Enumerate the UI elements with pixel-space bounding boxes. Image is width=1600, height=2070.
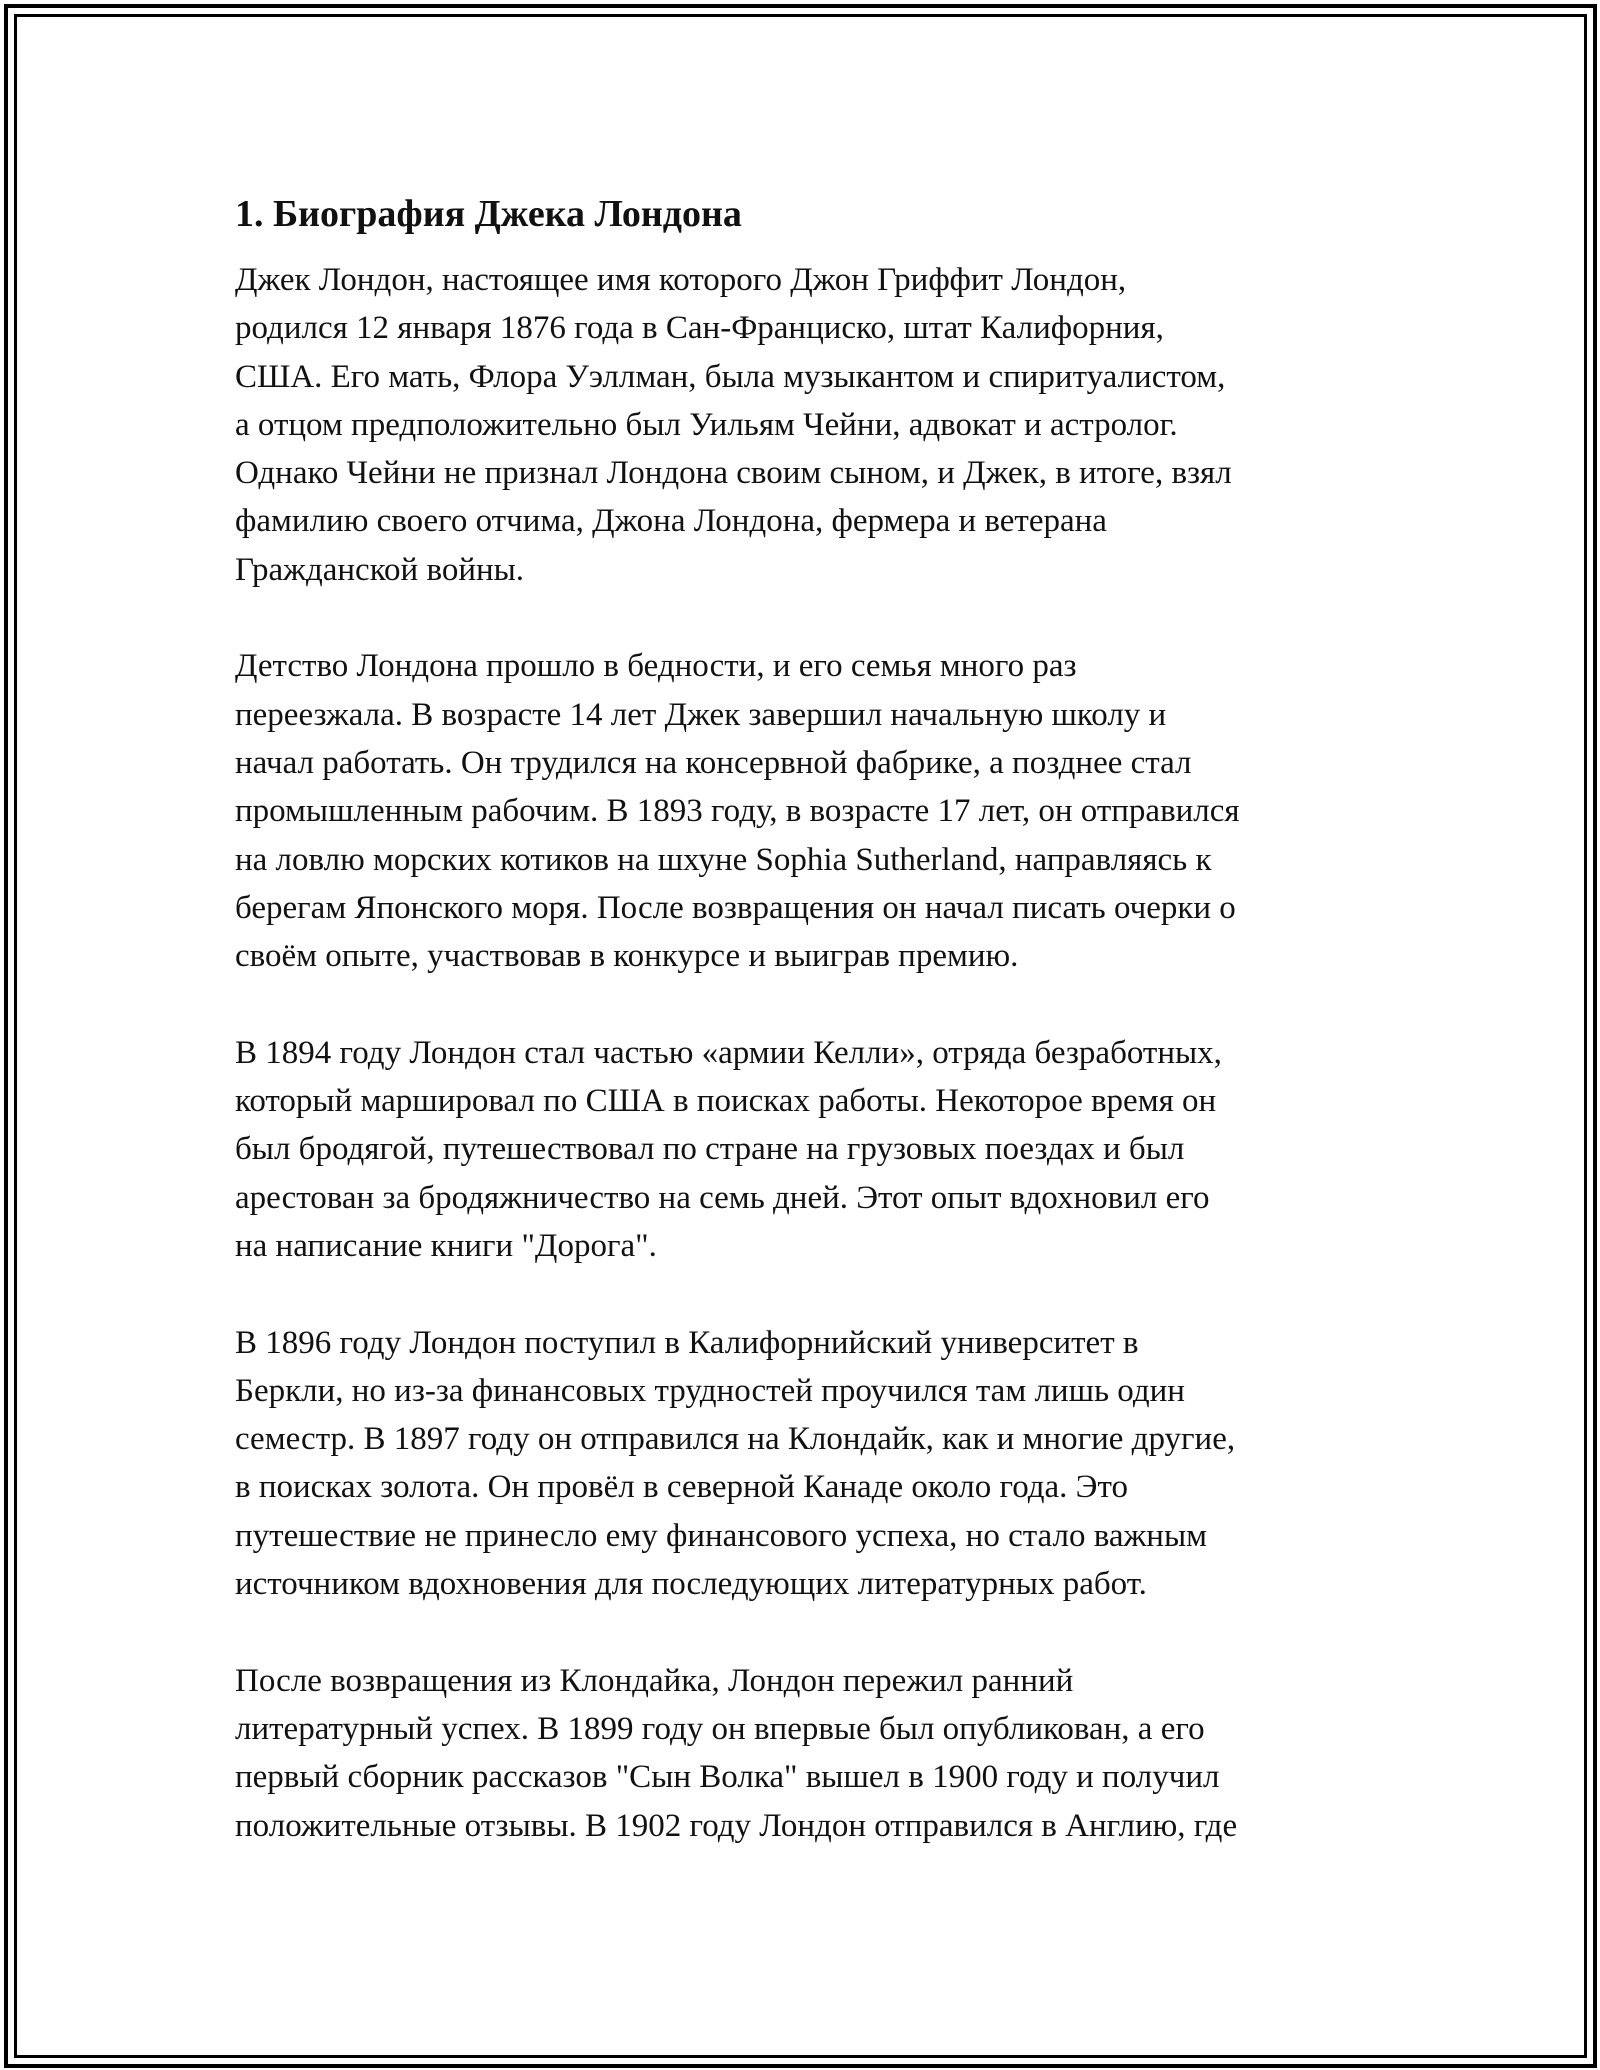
paragraph-3: В 1894 году Лондон стал частью «армии Келли», отряда безработных, который маршировал по США в поисках работы. Некоторое время он был бродягой, путешествовал по стране на грузовых поездах и был арестован за бродяжничество на семь дней. Этот опыт вдохновил его на написание книги "Дорога".: [235, 1034, 1222, 1264]
document-body: [235, 186, 1385, 1898]
paragraph-2: Детство Лондона прошло в бедности, и его семья много раз переезжала. В возрасте 14 лет Джек завершил начальную школу и начал работать. Он трудился на консервной фабрике, а позднее стал промышленным рабочим. В 1893 году, в возрасте 17 лет, он отправился на ловлю морских котиков на шхуне Sophia Sutherland, направляясь к берегам Японского моря. После возвращения он начал писать очерки о своём опыте, участвовав в конкурсе и выиграв премию.: [235, 648, 1240, 975]
paragraph-5: После возвращения из Клондайка, Лондон пережил ранний литературный успех. В 1899 году он впервые был опубликован, а его первый сборник рассказов "Сын Волка" вышел в 1900 году и получил положительные отзывы. В 1902 году Лондон отправился в Англию, где: [235, 1662, 1238, 1844]
paragraph-4: В 1896 году Лондон поступил в Калифорнийский университет в Беркли, но из-за финансовых трудностей проучился там лишь один семестр. В 1897 году он отправился на Клондайк, как и многие другие, в поисках золота. Он провёл в северной Канаде около года. Это путешествие не принесло ему финансового успеха, но стало важным источником вдохновения для последующих литературных работ.: [235, 1324, 1236, 1603]
paragraph-1: Джек Лондон, настоящее имя которого Джон Гриффит Лондон, родился 12 января 1876 года в Сан-Франциско, штат Калифорния, США. Его мать, Флора Уэллман, была музыкантом и спиритуалистом, а отцом предположительно был Уильям Чейни, адвокат и астролог. Однако Чейни не признал Лондона своим сыном, и Джек, в итоге, взял фамилию своего отчима, Джона Лондона, фермера и ветерана Гражданской войны.: [235, 262, 1232, 588]
section-heading: 1. Биография Джека Лондона: [235, 193, 742, 235]
